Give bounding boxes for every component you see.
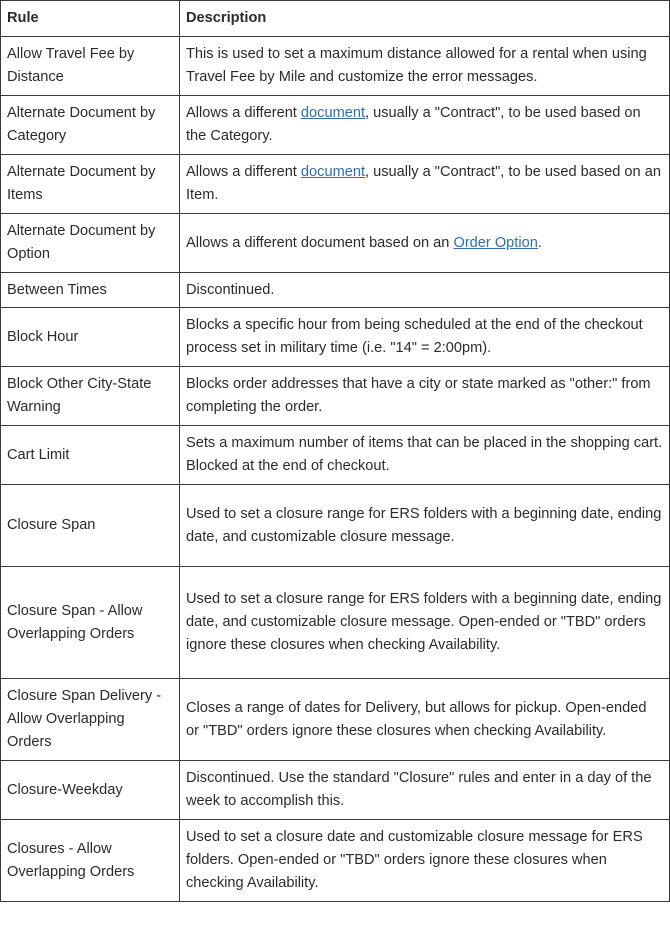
description-cell [180,761,670,820]
description-cell [180,367,670,426]
table-row [1,426,670,485]
description-text: Allows a different [186,164,301,180]
description-link[interactable]: document [300,164,366,180]
description-cell [180,214,670,273]
rule-cell: Alternate Document by Category [1,96,180,155]
rule-cell: Cart Limit [1,426,180,485]
description-column-header: Description [180,1,670,37]
description-text: Used to set a closure date and customizable closure message for ERS folders. Open-ended or "TBD" orders ignore these closures when checking Availability. [186,829,643,891]
rule-cell: Between Times [1,273,180,308]
description-cell [180,567,670,679]
description-text: Blocks order addresses that have a city or state marked as "other:" from completing the order. [186,376,651,415]
description-text: Closes a range of dates for Delivery, but allows for pickup. Open-ended or "TBD" orders ignore these closures when checking Availability. [186,699,647,739]
rule-cell: Allow Travel Fee by Distance [1,37,180,96]
description-text: , usually a "Contract", to be used based on the Category. [186,105,641,144]
table-row [1,37,670,96]
description-text: , usually a "Contract", to be used based on an Item. [186,164,661,203]
description-link[interactable]: document [300,105,366,121]
description-text: Allows a different document based on an [186,234,454,251]
description-text: Sets a maximum number of items that can be placed in the shopping cart. Blocked at the end of checkout. [186,435,663,474]
rule-cell: Alternate Document by Items [1,155,180,214]
header-row [1,1,670,37]
table-row [1,679,670,761]
description-cell [180,485,670,567]
table-row [1,273,670,308]
description-text: Discontinued. Use the standard "Closure" rules and enter in a day of the week to accomplish this. [186,770,652,809]
rule-cell: Alternate Document by Option [1,214,180,273]
description-cell [180,820,670,902]
rule-cell: Block Other City-State Warning [1,367,180,426]
description-cell [180,426,670,485]
description-cell [180,273,670,308]
description-text: Allows a different [186,105,301,121]
rule-column-header: Rule [1,1,180,37]
description-text: This is used to set a maximum distance allowed for a rental when using Travel Fee by Mile and customize the error messages. [186,46,647,85]
description-text: Discontinued. [186,281,275,298]
rule-cell: Closures - Allow Overlapping Orders [1,820,180,902]
description-text: . [537,234,542,251]
table-row [1,820,670,902]
rule-cell: Closure Span - Allow Overlapping Orders [1,567,180,679]
description-text: Used to set a closure range for ERS folders with a beginning date, ending date, and customizable closure message. Open-ended or "TBD" orders ignore these closures when checking Availability. [186,591,662,653]
description-cell [180,679,670,761]
rule-cell: Closure Span [1,485,180,567]
table-row [1,485,670,567]
table-row [1,155,670,214]
table-row [1,308,670,367]
table-row [1,367,670,426]
description-text: Used to set a closure range for ERS folders with a beginning date, ending date, and customizable closure message. [186,505,662,545]
table-row [1,567,670,679]
description-text: Blocks a specific hour from being scheduled at the end of the checkout process set in military time (i.e. "14" = 2:00pm). [186,317,643,356]
description-cell [180,155,670,214]
description-link[interactable]: Order Option [453,234,538,251]
rule-cell: Closure Span Delivery - Allow Overlapping Orders [1,679,180,761]
description-cell [180,96,670,155]
rule-cell: Closure-Weekday [1,761,180,820]
description-cell [180,37,670,96]
table-row [1,761,670,820]
table-row [1,96,670,155]
description-cell [180,308,670,367]
rule-cell: Block Hour [1,308,180,367]
table-row [1,214,670,273]
